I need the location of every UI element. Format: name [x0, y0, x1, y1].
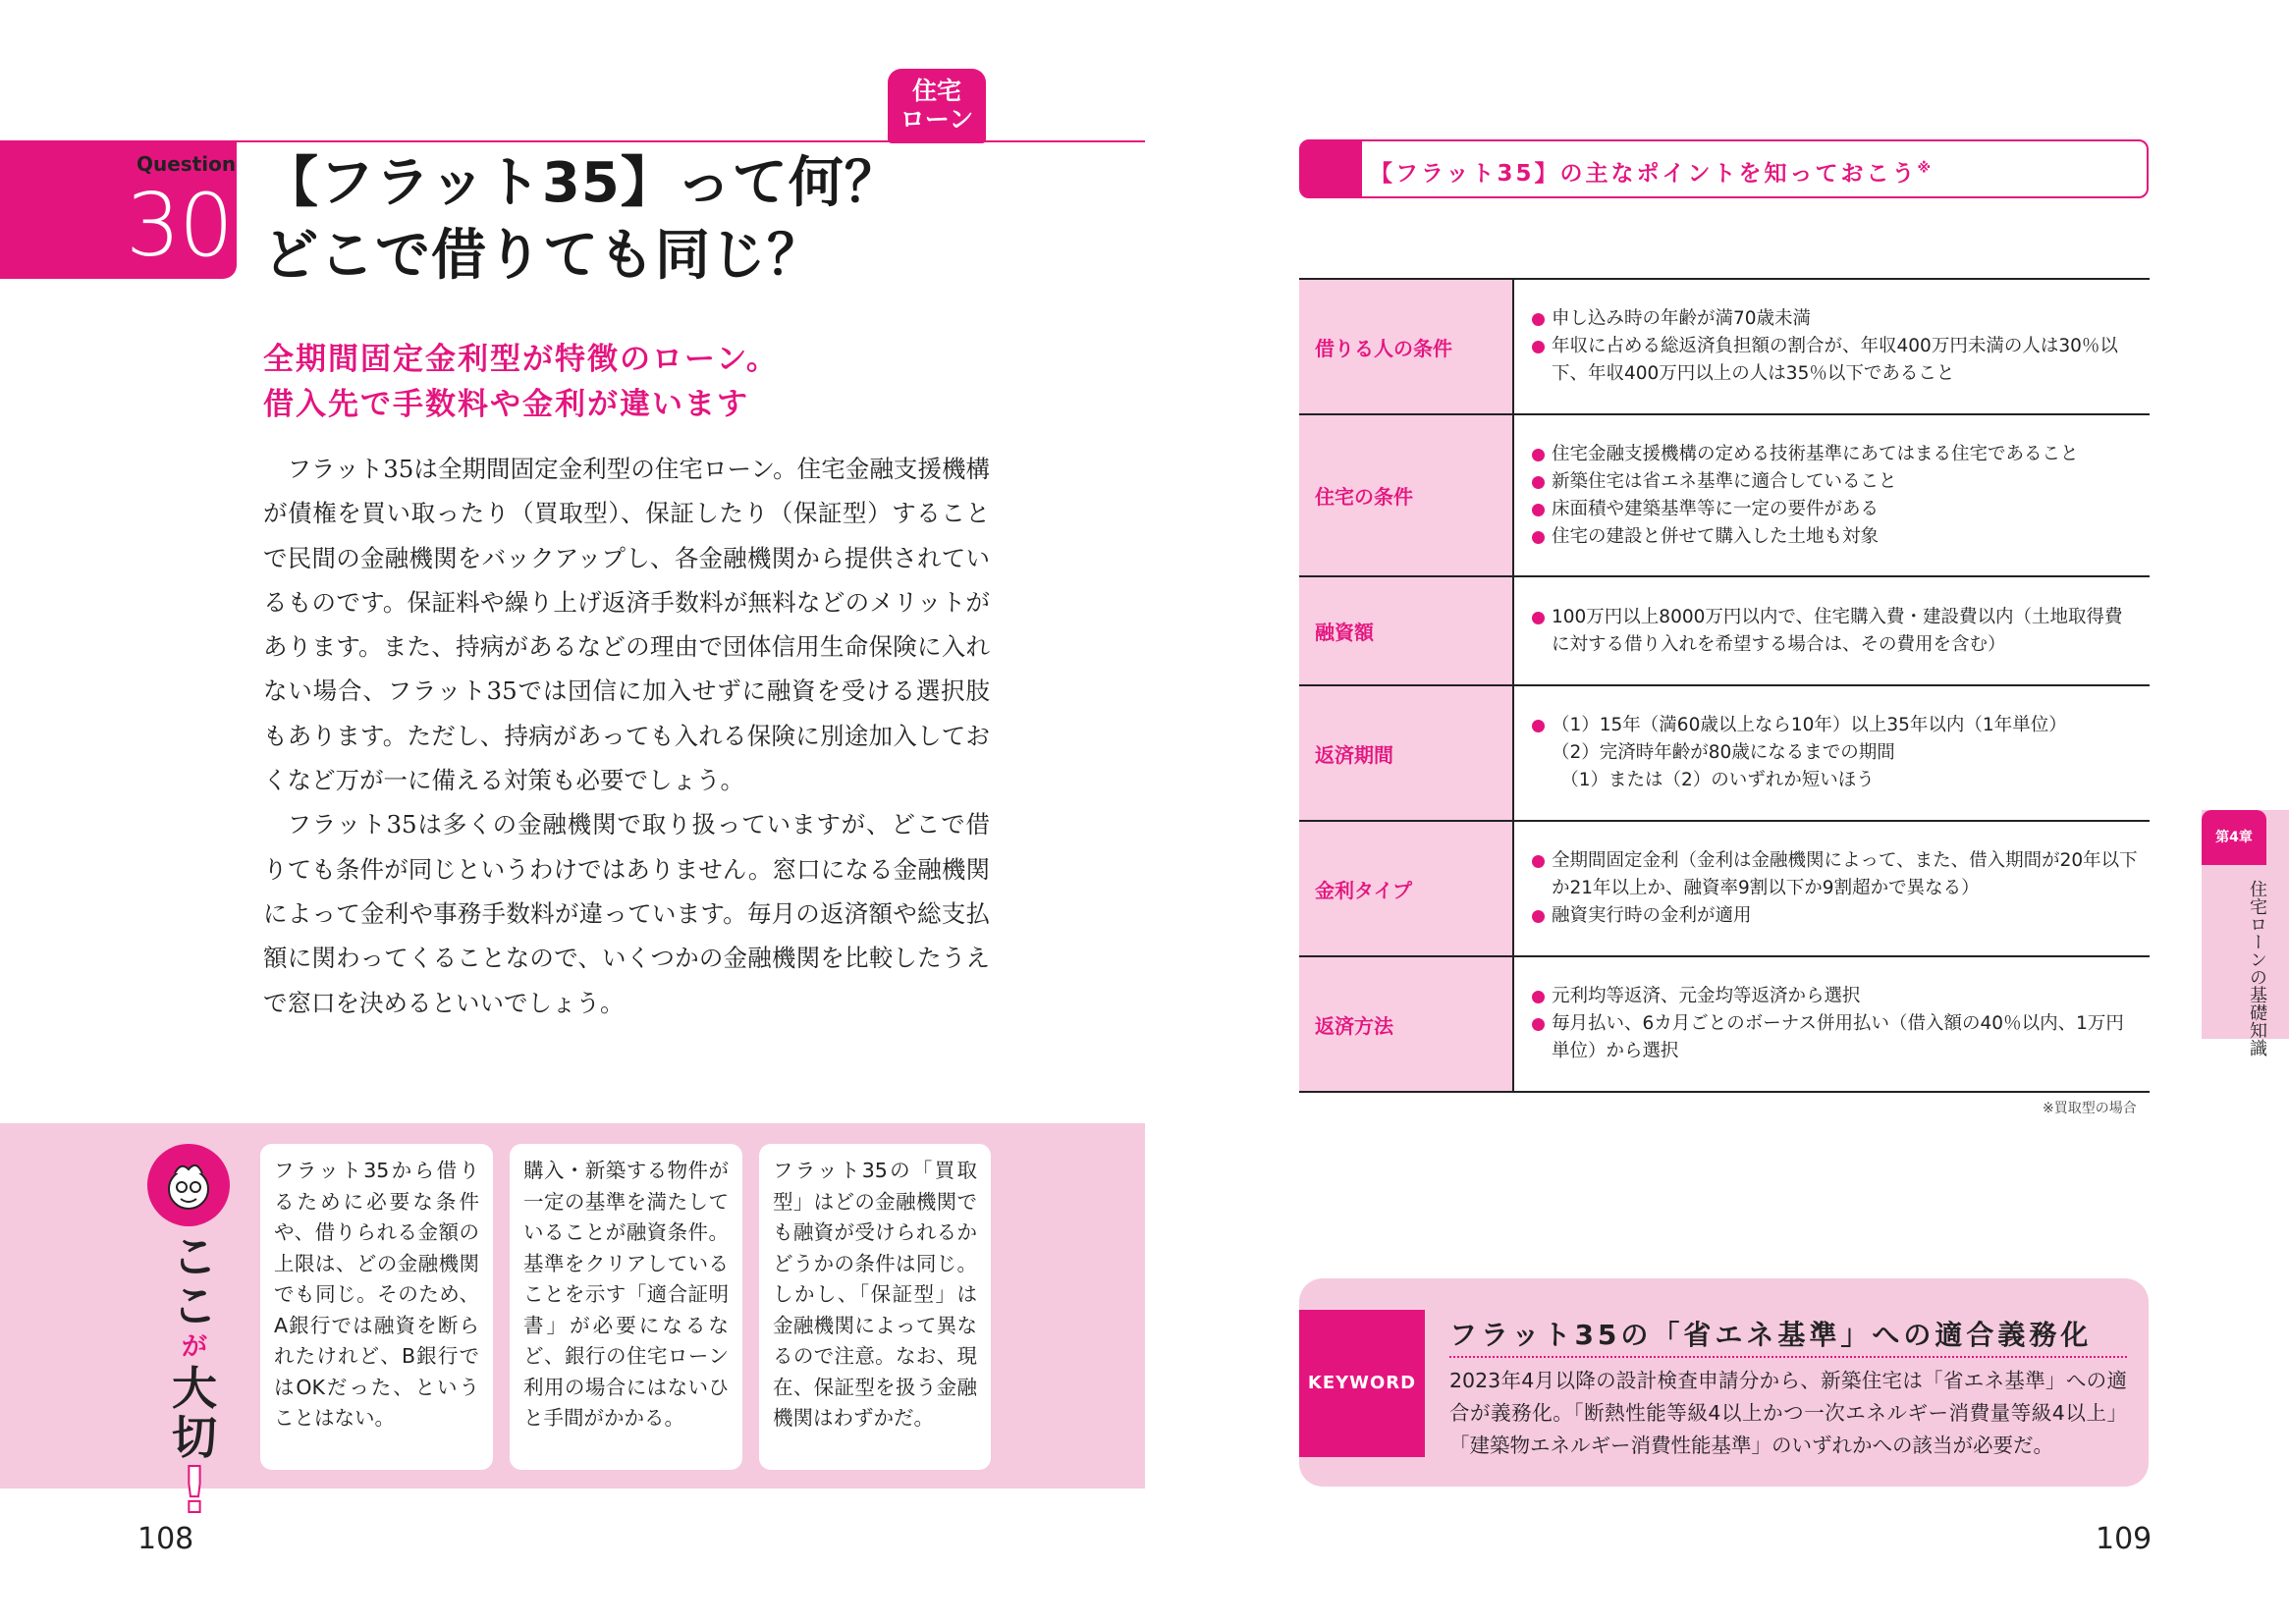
list-item: 申し込み時の年齢が満70歳未満 — [1532, 305, 2140, 333]
page-number-right: 109 — [2096, 1522, 2153, 1556]
points-title-mark: ※ — [1917, 160, 1935, 177]
list-item: 年収に占める総返済負担額の割合が、年収400万円未満の人は30％以下、年収400万円以上の人は35％以下であること — [1532, 333, 2140, 388]
keyword-label: KEYWORD — [1299, 1310, 1425, 1457]
lead-line-1: 全期間固定金利型が特徴のローン。 — [263, 342, 779, 377]
list-item: 全期間固定金利（金利は金融機関によって、また、借入期間が20年以下か21年以上か、融資率9割以下か9割超かで異なる） — [1532, 847, 2140, 902]
list-item: （1）または（2）のいずれか短いほう — [1552, 770, 1875, 790]
table-row — [1299, 685, 2150, 821]
page-title — [263, 147, 911, 293]
list-item: 新築住宅は省エネ基準に適合していること — [1532, 468, 2140, 496]
koko-bang: ! — [180, 1455, 209, 1528]
row-label: 借りる人の条件 — [1299, 279, 1513, 414]
body-paragraph-1: フラット35は全期間固定金利型の住宅ローン。住宅金融支援機構が債権を買い取ったり（買取型）、保証したり（保証型）することで民間の金融機関をバックアップし、各金融機関から提供されているものです。保証料や繰り上げ返済手数料が無料などのメリットがあります。また、持病があるなどの理由で団体信用生命保険に入れない場合、フラット35では団信に加入せずに融資を受ける選択肢もあります。ただし、持病があっても入れる保険に別途加入しておくなど万が一に備える対策も必要でしょう。 — [263, 455, 990, 795]
row-label: 金利タイプ — [1299, 821, 1513, 956]
row-label: 返済期間 — [1299, 685, 1513, 821]
points-header-bar — [1301, 141, 1362, 196]
row-value — [1513, 414, 2150, 576]
keyword-text: 2023年4月以降の設計検査申請分から、新築住宅は「省エネ基準」への適合が義務化。「断熱性能等級4以上かつ一次エネルギー消費量等級4以上」「建築物エネルギー消費性能基準」のいずれかへの該当が必要だ。 — [1449, 1369, 2127, 1457]
list-item: （1）15年（満60歳以上なら10年）以上35年以内（1年単位） — [1532, 712, 2140, 739]
row-label: 融資額 — [1299, 576, 1513, 685]
category-tab — [888, 69, 986, 143]
table-row — [1299, 821, 2150, 956]
list-item: 元利均等返済、元金均等返済から選択 — [1532, 983, 2140, 1010]
category-tab-line2: ローン — [899, 105, 974, 134]
row-label: 返済方法 — [1299, 956, 1513, 1092]
points-title-text: 【フラット35】の主なポイントを知っておこう — [1370, 161, 1918, 187]
koko-tai: 大 — [172, 1362, 217, 1415]
tip-card-2: 購入・新築する物件が一定の基準を満たしていることが融資条件。基準をクリアしていることを示す「適合証明書」が必要になるなど、銀行の住宅ローン利用の場合にはないひと手間がかかる。 — [510, 1144, 742, 1470]
keyword-divider — [1449, 1356, 2127, 1358]
list-item: 融資実行時の金利が適用 — [1532, 902, 2140, 930]
table-row — [1299, 576, 2150, 685]
row-value — [1513, 821, 2150, 956]
row-label: 住宅の条件 — [1299, 414, 1513, 576]
points-title — [1370, 155, 1934, 188]
page-number-left: 108 — [137, 1522, 194, 1556]
row-value — [1513, 279, 2150, 414]
lead-line-2: 借入先で手数料や金利が違います — [263, 387, 749, 422]
chapter-title: 住宅ローンの基礎知識 — [2247, 880, 2267, 1056]
table-footnote: ※買取型の場合 — [2043, 1101, 2137, 1116]
body-paragraph-2: フラット35は多くの金融機関で取り扱っていますが、どこで借りても条件が同じというわけではありません。窓口になる金融機関によって金利や事務手数料が違っています。毎月の返済額や総支払額に関わってくることなので、いくつかの金融機関を比較したうえで窓口を決めるといいでしょう。 — [263, 810, 990, 1017]
row-value — [1513, 685, 2150, 821]
category-tab-line1: 住宅 — [911, 77, 961, 105]
tip-card-3: フラット35の「買取型」はどの金融機関でも融資が受けられるかどうかの条件は同じ。しかし、「保証型」は金融機関によって異なるので注意。なお、現在、保証型を扱う金融機関はわずかだ。 — [759, 1144, 991, 1470]
koko-char-2: こ — [172, 1279, 217, 1332]
table-row — [1299, 279, 2150, 414]
points-table — [1299, 278, 2150, 1093]
lead-text — [263, 337, 813, 427]
koko-ga: が — [181, 1332, 207, 1362]
question-number: 30 — [126, 175, 232, 276]
title-line-1: 【フラット35】って何？ — [263, 151, 900, 215]
question-label: Question — [136, 152, 237, 176]
body-text — [263, 447, 990, 1025]
table-row — [1299, 414, 2150, 576]
tip-card-1: フラット35から借りるために必要な条件や、借りられる金額の上限は、どの金融機関でも同じ。そのため、A銀行では融資を断られたけれど、B銀行ではOKだった、ということはない。 — [260, 1144, 493, 1470]
keyword-title: フラット35の「省エネ基準」への適合義務化 — [1449, 1319, 2093, 1351]
title-line-2: どこで借りても同じ？ — [263, 224, 823, 288]
row-value — [1513, 576, 2150, 685]
chapter-label: 第4章 — [2202, 810, 2266, 865]
list-item: 住宅金融支援機構の定める技術基準にあてはまる住宅であること — [1532, 441, 2140, 468]
list-item: 毎月払い、6カ月ごとのボーナス併用払い（借入額の40％以内、1万円単位）から選択 — [1532, 1010, 2140, 1065]
koko-setsu: 切 — [172, 1411, 217, 1464]
mascot-icon — [147, 1144, 230, 1226]
list-item: 住宅の建設と併せて購入した土地も対象 — [1532, 523, 2140, 551]
row-value — [1513, 956, 2150, 1092]
table-row — [1299, 956, 2150, 1092]
list-item: 床面積や建築基準等に一定の要件がある — [1532, 496, 2140, 523]
list-item: 100万円以上8000万円以内で、住宅購入費・建設費以内（土地取得費に対する借り入れを希望する場合は、その費用を含む） — [1532, 604, 2140, 659]
koko-ga-taisetsu-heading — [165, 1230, 224, 1528]
list-item: （2）完済時年齢が80歳になるまでの期間 — [1552, 742, 1895, 763]
koko-char-1: こ — [172, 1230, 217, 1283]
